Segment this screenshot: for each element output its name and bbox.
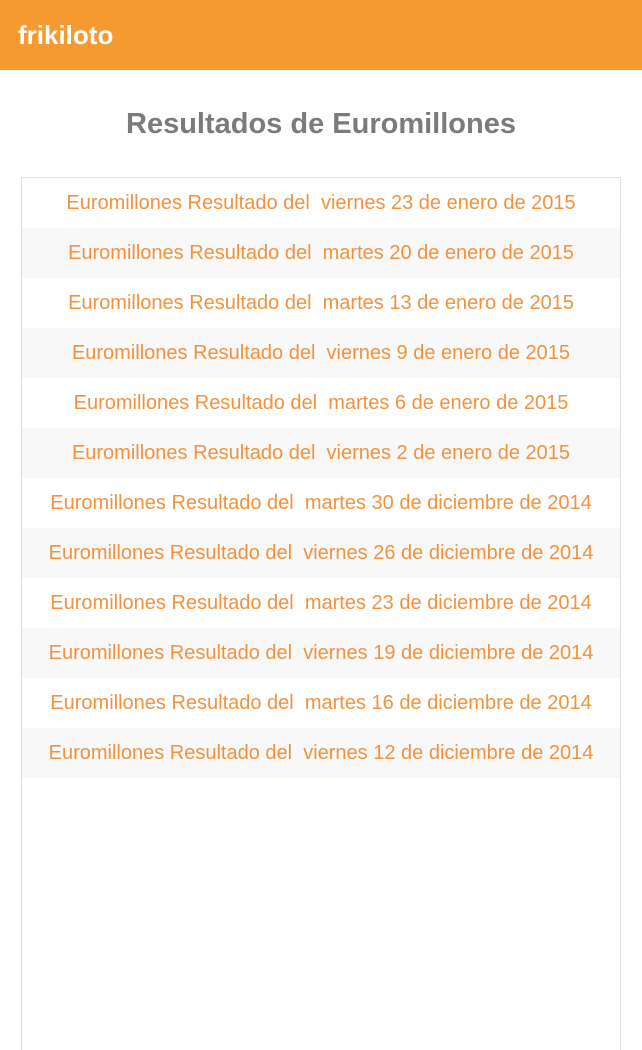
result-row[interactable]: Euromillones Resultado del viernes 19 de diciembre de 2014 [22,628,620,678]
result-row[interactable]: Euromillones Resultado del martes 6 de enero de 2015 [73,392,569,414]
app-header [0,0,642,70]
result-row[interactable]: Euromillones Resultado del viernes 23 de enero de 2015 [66,192,576,214]
result-row[interactable]: Euromillones Resultado del martes 30 de diciembre de 2014 [50,492,592,514]
result-row[interactable]: Euromillones Resultado del viernes 9 de enero de 2015 [22,328,620,378]
result-row[interactable]: Euromillones Resultado del viernes 12 de diciembre de 2014 [22,728,620,778]
result-row[interactable]: Euromillones Resultado del viernes 26 de diciembre de 2014 [22,528,620,578]
page-title: Resultados de Euromillones [126,108,516,140]
result-row[interactable]: Euromillones Resultado del martes 16 de diciembre de 2014 [50,692,592,714]
logo[interactable]: frikiloto [18,19,114,50]
results-list [21,177,621,1050]
result-row[interactable]: Euromillones Resultado del viernes 2 de enero de 2015 [22,428,620,478]
result-row[interactable]: Euromillones Resultado del martes 20 de enero de 2015 [22,228,620,278]
result-row[interactable]: Euromillones Resultado del martes 13 de enero de 2015 [68,292,574,314]
result-row[interactable]: Euromillones Resultado del martes 23 de diciembre de 2014 [50,592,592,614]
